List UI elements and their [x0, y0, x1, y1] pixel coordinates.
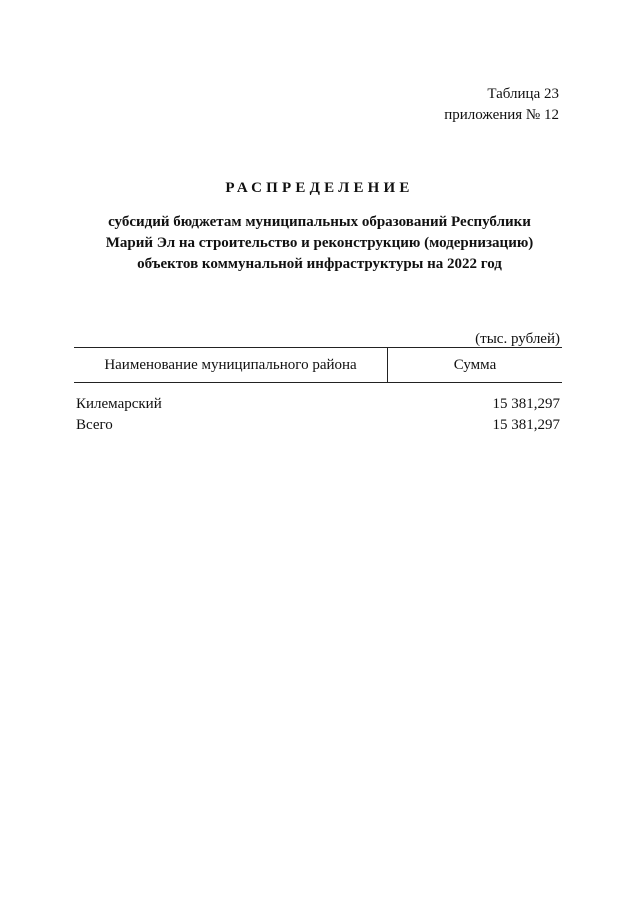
table-body	[74, 383, 562, 436]
subtitle-line: Марий Эл на строительство и реконструкцию (модернизацию)	[105, 235, 534, 251]
district-sum: 15 381,297	[492, 396, 560, 412]
table-header	[74, 347, 562, 383]
district-name: Килемарский	[76, 396, 162, 412]
total-sum: 15 381,297	[492, 417, 560, 433]
distribution-table	[74, 347, 562, 436]
column-header-sum: Сумма	[453, 356, 497, 373]
subtitle-line: субсидий бюджетам муниципальных образований Республики	[108, 214, 531, 230]
document-subtitle	[80, 212, 559, 275]
total-label: Всего	[76, 417, 113, 433]
table-number: Таблица 23	[487, 86, 559, 102]
table-row-total	[74, 415, 562, 436]
units-label: (тыс. рублей)	[475, 331, 560, 347]
table-reference	[444, 84, 559, 126]
table-row	[74, 394, 562, 415]
column-header-district: Наименование муниципального района	[74, 348, 388, 382]
appendix-number: приложения № 12	[444, 107, 559, 123]
document-title: РАСПРЕДЕЛЕНИЕ	[225, 180, 414, 196]
subtitle-line: объектов коммунальной инфраструктуры на 2022 год	[137, 256, 502, 272]
